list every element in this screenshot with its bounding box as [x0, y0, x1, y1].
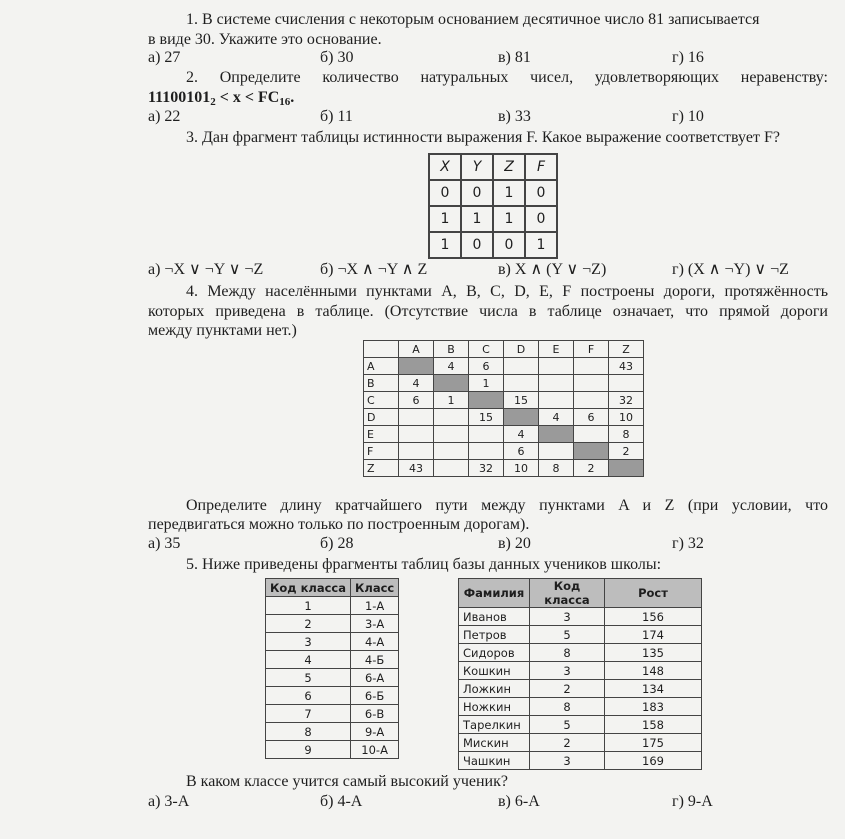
students-table: Фамилия Код класса Рост Иванов 3 156 Петров 5 174 Сидоров 8 135 Кошкин 3 148 Ложкин 2 134 Ножкин 8 183 Тарелкин 5 158 Мискин 2 175 Чашкин 3 169 [458, 578, 702, 770]
q2-option-a: а) 22 [148, 108, 181, 125]
q4-option-b: б) 28 [320, 535, 354, 552]
q5-text-line1: 5. Ниже приведены фрагменты таблиц базы данных учеников школы: [186, 556, 662, 573]
truth-table: X Y Z F 0 0 1 0 1 1 1 0 1 0 0 1 [428, 153, 558, 259]
q3-option-a: а) ¬X ∨ ¬Y ∨ ¬Z [148, 261, 264, 278]
classes-table: Код класса Класс 1 1-А 2 3-А 3 4-А 4 4-Б 5 6-А 6 6-Б 7 6-В 8 9-А 9 10-А [265, 578, 399, 759]
q1-text-line2: в виде 30. Укажите это основание. [148, 31, 382, 48]
q5-option-a: а) 3-А [148, 793, 190, 810]
q4-option-a: а) 35 [148, 535, 181, 552]
q4-text-line3: между пунктами нет.) [148, 322, 297, 339]
q4-after-line1: Определите длину кратчайшего пути между пунктами A и Z (при условии, что [186, 497, 828, 514]
q5-question: В каком классе учится самый высокий ученик? [186, 773, 508, 790]
q5-option-d: г) 9-А [672, 793, 713, 810]
q2-option-b: б) 11 [320, 108, 353, 125]
q4-after-line2: передвигаться можно только по построенным дорогам). [148, 516, 530, 533]
q5-option-b: б) 4-А [320, 793, 363, 810]
q1-option-a: а) 27 [148, 49, 181, 66]
q3-option-c: в) X ∧ (Y ∨ ¬Z) [498, 261, 607, 278]
q4-option-c: в) 20 [498, 535, 531, 552]
q2-inequality: $11100101_2 < x < FC_{16}$. [148, 89, 295, 108]
q3-text-line1: 3. Дан фрагмент таблицы истинности выражения F. Какое выражение соответствует F? [186, 129, 780, 146]
q5-option-c: в) 6-А [498, 793, 540, 810]
q1-option-c: в) 81 [498, 49, 531, 66]
q4-option-d: г) 32 [672, 535, 704, 552]
q3-option-d: г) (X ∧ ¬Y) ∨ ¬Z [672, 261, 789, 278]
q2-text-line1: 2. Определите количество натуральных чисел, удовлетворяющих неравенству: [186, 69, 828, 86]
q1-text-line1: 1. В системе счисления с некоторым основанием десятичное число 81 записывается [186, 11, 760, 28]
q2-option-d: г) 10 [672, 108, 704, 125]
q1-option-b: б) 30 [320, 49, 354, 66]
q3-option-b: б) ¬X ∧ ¬Y ∧ Z [320, 261, 428, 278]
q4-text-line1: 4. Между населёнными пунктами A, B, C, D, E, F построены дороги, протяжённость [186, 283, 828, 300]
q1-option-d: г) 16 [672, 49, 704, 66]
distance-table: A B C D E F Z A 4 6 43 B 4 1 C 6 1 15 32 D 15 4 6 10 E 4 8 F 6 2 Z 43 32 10 8 2 [363, 340, 644, 477]
q4-text-line2: которых приведена в таблице. (Отсутствие числа в таблице означает, что прямой дороги [148, 303, 828, 320]
q2-option-c: в) 33 [498, 108, 531, 125]
